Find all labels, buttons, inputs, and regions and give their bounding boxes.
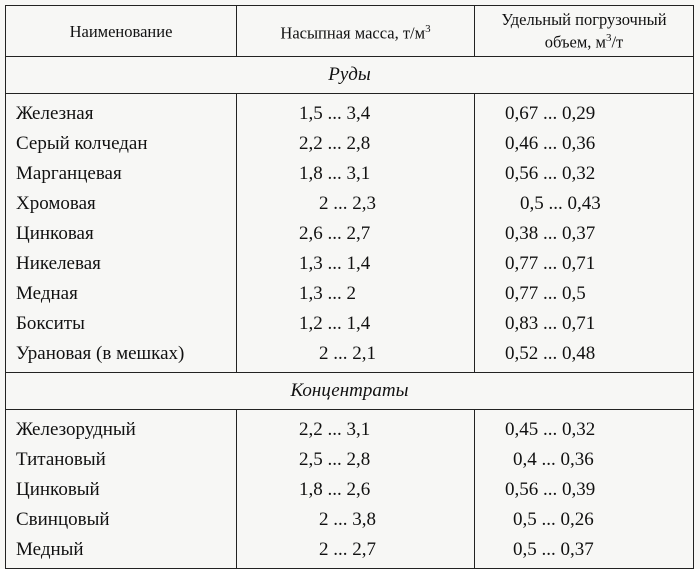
material-name: Хромовая [6, 189, 237, 219]
table-row [6, 410, 694, 446]
bulk-mass-value: 1,8 ... 3,1 [299, 163, 371, 184]
table-row [6, 189, 694, 219]
bulk-mass-value: 2,5 ... 2,8 [299, 449, 371, 470]
section-header [6, 373, 694, 410]
material-name: Железная [6, 94, 237, 130]
bulk-mass-value: 1,5 ... 3,4 [299, 103, 371, 124]
header-volume: Удельный погрузочный объем, $м^3/т$ [475, 6, 694, 57]
table-row [6, 309, 694, 339]
bulk-mass-cell [237, 219, 475, 249]
material-name: Цинковая [6, 219, 237, 249]
bulk-mass-cell [237, 445, 475, 475]
table-row [6, 94, 694, 130]
table-header [6, 6, 694, 57]
table-row [6, 249, 694, 279]
loading-volume-cell [475, 129, 694, 159]
table-row [6, 505, 694, 535]
table-row [6, 475, 694, 505]
loading-volume-cell [475, 189, 694, 219]
table-row [6, 129, 694, 159]
bulk-mass-cell [237, 339, 475, 373]
material-name: Медная [6, 279, 237, 309]
table-row [6, 219, 694, 249]
table-row [6, 445, 694, 475]
loading-volume-cell [475, 535, 694, 569]
material-name: Никелевая [6, 249, 237, 279]
bulk-mass-value: 2 ... 2,3 [319, 193, 376, 214]
bulk-mass-cell [237, 535, 475, 569]
header-name: Наименование [6, 6, 237, 57]
table-body [6, 57, 694, 569]
material-name: Серый колчедан [6, 129, 237, 159]
loading-volume-value: 0,46 ... 0,36 [505, 133, 596, 154]
loading-volume-cell [475, 249, 694, 279]
loading-volume-value: 0,45 ... 0,32 [505, 419, 596, 440]
loading-volume-value: 0,5 ... 0,26 [513, 509, 594, 530]
bulk-mass-cell [237, 279, 475, 309]
loading-volume-value: 0,52 ... 0,48 [505, 343, 596, 364]
bulk-mass-value: 1,3 ... 2 [299, 283, 356, 304]
bulk-mass-cell [237, 249, 475, 279]
bulk-mass-value: 2,2 ... 2,8 [299, 133, 371, 154]
section-title: Концентраты [6, 373, 694, 410]
table-row [6, 159, 694, 189]
loading-volume-value: 0,83 ... 0,71 [505, 313, 596, 334]
bulk-mass-cell [237, 94, 475, 130]
bulk-mass-cell [237, 309, 475, 339]
loading-volume-value: 0,77 ... 0,5 [505, 283, 586, 304]
loading-volume-value: 0,56 ... 0,39 [505, 479, 596, 500]
bulk-mass-cell [237, 475, 475, 505]
section-title: Руды [6, 57, 694, 94]
loading-volume-value: 0,77 ... 0,71 [505, 253, 596, 274]
bulk-mass-cell [237, 159, 475, 189]
loading-volume-value: 0,4 ... 0,36 [513, 449, 594, 470]
material-name: Железорудный [6, 410, 237, 446]
material-name: Бокситы [6, 309, 237, 339]
loading-volume-cell [475, 159, 694, 189]
loading-volume-cell [475, 94, 694, 130]
section-header [6, 57, 694, 94]
bulk-mass-cell [237, 129, 475, 159]
loading-volume-value: 0,67 ... 0,29 [505, 103, 596, 124]
loading-volume-cell [475, 309, 694, 339]
loading-volume-cell [475, 339, 694, 373]
material-name: Свинцовый [6, 505, 237, 535]
material-name: Урановая (в мешках) [6, 339, 237, 373]
bulk-mass-value: 2,6 ... 2,7 [299, 223, 371, 244]
loading-volume-cell [475, 219, 694, 249]
loading-volume-value: 0,5 ... 0,37 [513, 539, 594, 560]
bulk-mass-cell [237, 189, 475, 219]
loading-volume-value: 0,38 ... 0,37 [505, 223, 596, 244]
loading-volume-cell [475, 475, 694, 505]
loading-volume-cell [475, 410, 694, 446]
material-name: Медный [6, 535, 237, 569]
header-mass: Насыпная масса, $т/м^3$ [237, 6, 475, 57]
material-name: Цинковый [6, 475, 237, 505]
table-row [6, 279, 694, 309]
bulk-mass-value: 2 ... 3,8 [319, 509, 376, 530]
bulk-mass-value: 1,3 ... 1,4 [299, 253, 371, 274]
loading-volume-cell [475, 279, 694, 309]
table-row [6, 535, 694, 569]
bulk-mass-value: 1,8 ... 2,6 [299, 479, 371, 500]
bulk-mass-value: 2,2 ... 3,1 [299, 419, 371, 440]
bulk-mass-cell [237, 410, 475, 446]
bulk-mass-cell [237, 505, 475, 535]
bulk-mass-value: 1,2 ... 1,4 [299, 313, 371, 334]
table-row [6, 339, 694, 373]
bulk-mass-value: 2 ... 2,1 [319, 343, 376, 364]
loading-volume-cell [475, 445, 694, 475]
loading-volume-value: 0,5 ... 0,43 [520, 193, 601, 214]
loading-volume-cell [475, 505, 694, 535]
bulk-mass-value: 2 ... 2,7 [319, 539, 376, 560]
bulk-density-table [5, 5, 694, 569]
material-name: Титановый [6, 445, 237, 475]
loading-volume-value: 0,56 ... 0,32 [505, 163, 596, 184]
material-name: Марганцевая [6, 159, 237, 189]
